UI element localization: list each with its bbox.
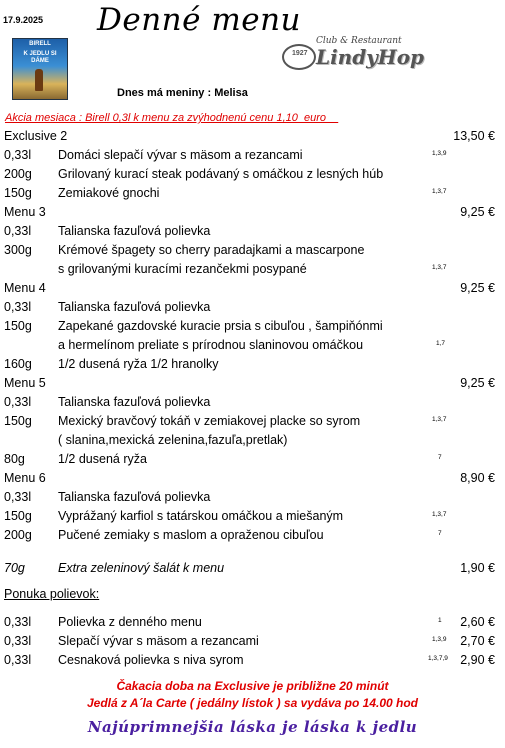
item-allergens: 1,3,7 (432, 188, 447, 195)
item-desc: Zemiakové gnochi (58, 186, 160, 200)
item-qty: 150g (4, 414, 32, 428)
item-qty: 0,33l (4, 490, 32, 504)
menu-section-exclusive-2 (0, 126, 505, 202)
item-desc: a hermelínom preliate s prírodnou slaninovou omáčkou (58, 338, 364, 352)
poster-text: K JEDLU SI DÁME (23, 51, 57, 64)
soups-list (0, 612, 505, 669)
soup-qty: 0,33l (4, 634, 32, 648)
extra-salad (0, 558, 505, 577)
item-desc: Krémové špagety so cherry paradajkami a mascarpone (58, 243, 365, 257)
logo-year: 1927 (292, 50, 308, 57)
item-qty: 70g (4, 561, 25, 575)
soup-price: 2,70 € (460, 634, 495, 648)
bottle-icon (35, 69, 43, 91)
item-allergens: 1,3,7 (432, 511, 447, 518)
soups-heading: Ponuka polievok: (4, 587, 100, 601)
item-allergens: 1,7 (436, 340, 446, 347)
item-qty: 150g (4, 319, 32, 333)
menu-name: Menu 4 (4, 281, 46, 295)
item-qty: 0,33l (4, 300, 32, 314)
soup-allergens: 1,3,7,9 (428, 655, 448, 662)
menu-section-menu-5 (0, 373, 505, 468)
logo-name: LindyHop (316, 45, 425, 69)
item-qty: 150g (4, 186, 32, 200)
menu-section-menu-3 (0, 202, 505, 278)
item-desc: 1/2 dusená ryža (58, 452, 147, 466)
item-qty: 150g (4, 509, 32, 523)
item-desc: Vyprážaný karfiol s tatárskou omáčkou a miešaným (58, 509, 344, 523)
item-desc: Zapekané gazdovské kuracie prsia s cibuľou , šampiňónmi (58, 319, 383, 333)
menu-name: Menu 5 (4, 376, 46, 390)
item-qty: 80g (4, 452, 25, 466)
item-allergens: 7 (438, 530, 442, 537)
soup-desc: Polievka z denného menu (58, 615, 202, 629)
item-qty: 0,33l (4, 224, 32, 238)
item-desc: Talianska fazuľová polievka (58, 490, 211, 504)
item-desc: Talianska fazuľová polievka (58, 300, 211, 314)
menu-name: Menu 6 (4, 471, 46, 485)
soup-desc: Cesnaková polievka s niva syrom (58, 653, 244, 667)
wait-time-note: Čakacia doba na Exclusive je približne 20 minút (116, 679, 389, 693)
restaurant-logo (282, 36, 425, 76)
motto: Najúprimnejšia láska je láska k jedlu (87, 718, 418, 736)
item-qty: 200g (4, 528, 32, 542)
page-title: Denné menu (97, 2, 302, 38)
item-desc: ( slanina,mexická zelenina,fazuľa,pretlak) (58, 433, 288, 447)
item-desc: s grilovanými kuracími rezančekmi posypané (58, 262, 307, 276)
soup-allergens: 1 (438, 617, 442, 624)
item-desc: Extra zeleninový šalát k menu (58, 561, 225, 575)
item-desc: Mexický bravčový tokáň v zemiakovej placke so syrom (58, 414, 361, 428)
item-qty: 0,33l (4, 148, 32, 162)
poster-brand: BIRELL (29, 41, 51, 47)
menu-name: Menu 3 (4, 205, 46, 219)
soup-qty: 0,33l (4, 615, 32, 629)
item-desc: 1/2 dusená ryža 1/2 hranolky (58, 357, 219, 371)
item-price: 1,90 € (460, 561, 495, 575)
logo-subtitle: Club & Restaurant (316, 36, 402, 46)
alacarte-note: Jedlá z A´la Carte ( jedálny lístok ) sa vydáva po 14.00 hod (86, 696, 418, 710)
menu-price: 9,25 € (460, 281, 495, 295)
menu-price: 9,25 € (460, 376, 495, 390)
soup-price: 2,60 € (460, 615, 495, 629)
item-desc: Talianska fazuľová polievka (58, 224, 211, 238)
item-allergens: 7 (438, 454, 442, 461)
soup-price: 2,90 € (460, 653, 495, 667)
menu-name: Exclusive 2 (4, 129, 68, 143)
item-desc: Grilovaný kurací steak podávaný s omáčkou z lesných húb (58, 167, 384, 181)
item-desc: Talianska fazuľová polievka (58, 395, 211, 409)
item-desc: Domáci slepačí vývar s mäsom a rezancami (58, 148, 303, 162)
item-qty: 0,33l (4, 395, 32, 409)
promo-banner: Akcia mesiaca : Birell 0,3l k menu za zvýhodnenú cenu 1,10 euro (5, 112, 339, 124)
item-allergens: 1,3,7 (432, 264, 447, 271)
name-day: Dnes má meniny : Melisa (117, 87, 248, 99)
soup-desc: Slepačí vývar s mäsom a rezancami (58, 634, 259, 648)
menu-price: 8,90 € (460, 471, 495, 485)
logo-emblem-icon (282, 44, 316, 70)
item-desc: Pučené zemiaky s maslom a opraženou cibuľou (58, 528, 324, 542)
menu-section-menu-4 (0, 278, 505, 373)
soup-allergens: 1,3,9 (432, 636, 447, 643)
item-allergens: 1,3,9 (432, 150, 447, 157)
item-allergens: 1,3,7 (432, 416, 447, 423)
item-qty: 300g (4, 243, 32, 257)
promo-poster-image (12, 38, 68, 100)
menu-price: 9,25 € (460, 205, 495, 219)
menu-price: 13,50 € (453, 129, 495, 143)
item-qty: 200g (4, 167, 32, 181)
soup-qty: 0,33l (4, 653, 32, 667)
item-qty: 160g (4, 357, 32, 371)
menu-date: 17.9.2025 (3, 15, 44, 25)
menu-section-menu-6 (0, 468, 505, 544)
